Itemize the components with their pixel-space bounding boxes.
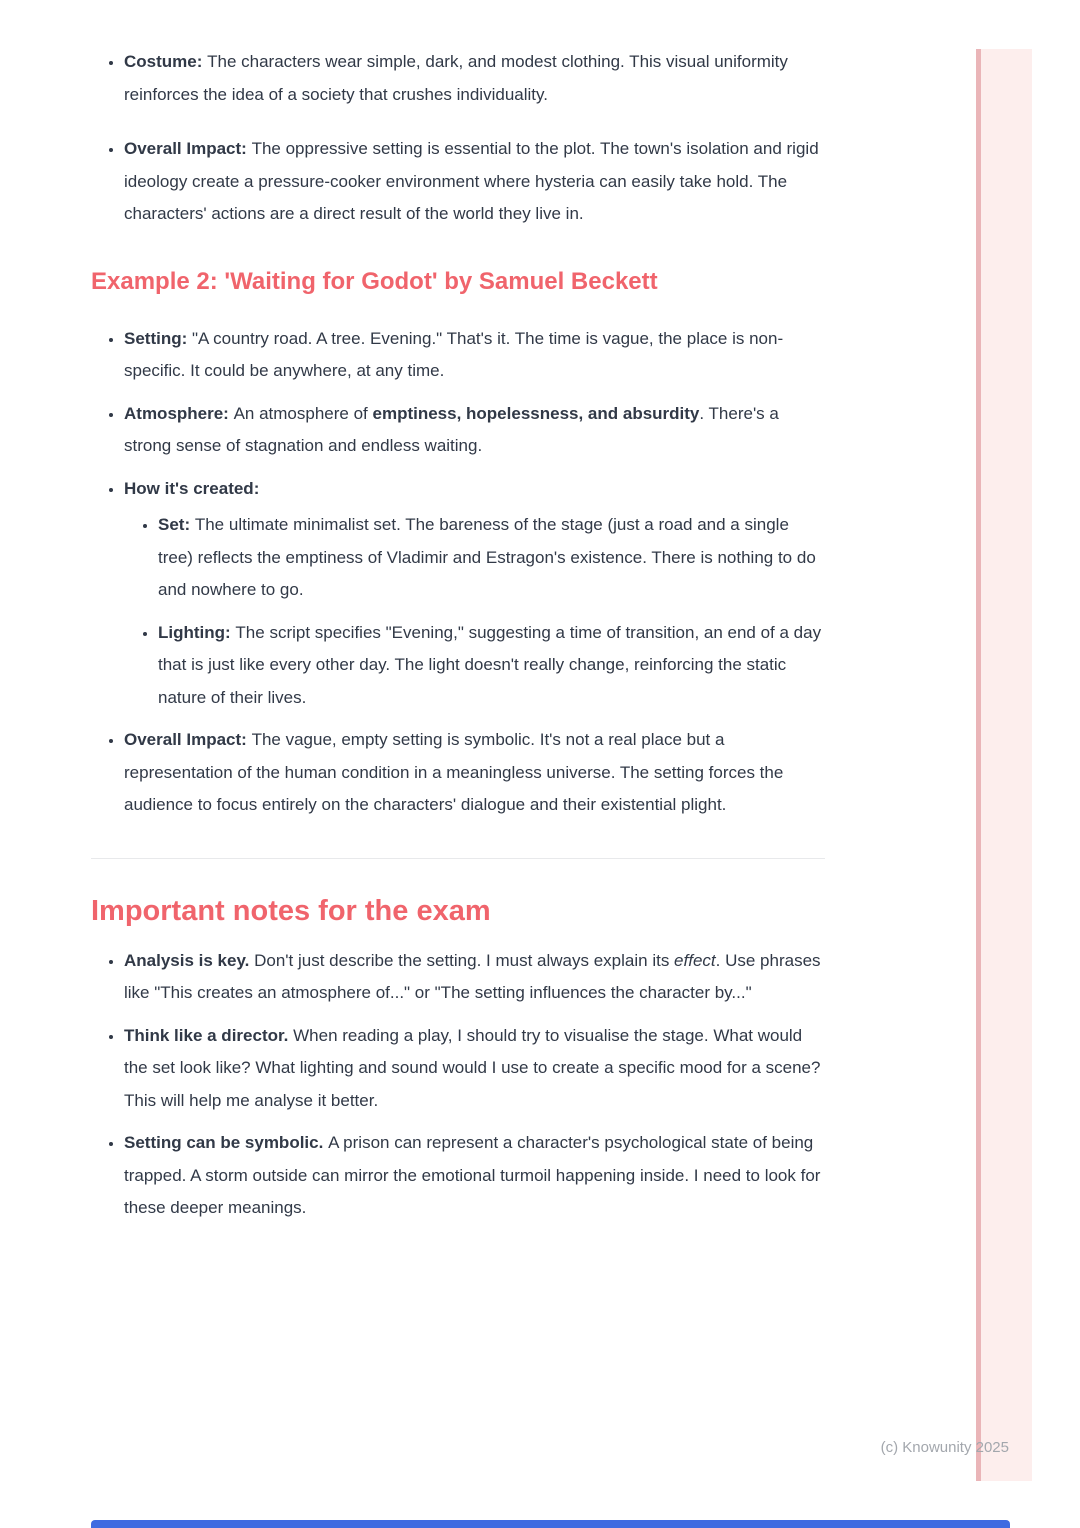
bold-text: Analysis is key. bbox=[124, 950, 255, 970]
bullet-list bbox=[91, 46, 825, 111]
italic-text: effect bbox=[674, 950, 716, 970]
section-heading: Important notes for the exam bbox=[91, 894, 491, 927]
bold-text: Atmosphere: bbox=[124, 403, 234, 423]
copyright-watermark: (c) Knowunity 2025 bbox=[880, 1439, 1009, 1456]
bullet-list bbox=[91, 945, 825, 1225]
bold-text: Think like a director. bbox=[124, 1025, 294, 1045]
section-divider bbox=[91, 858, 825, 859]
list-item: • Setting: "A country road. A tree. Evening." That's it. The time is vague, the place is non-specific. It could be anywhere, at any time. bbox=[124, 323, 825, 388]
bottom-page-bar bbox=[91, 1520, 1010, 1528]
list-item: • Lighting: The script specifies "Evening," suggesting a time of transition, an end of a day that is just like every other day. The light doesn't really change, reinforcing the static nature of their lives. bbox=[158, 617, 825, 715]
bullet-list bbox=[124, 509, 825, 714]
notes-content bbox=[91, 0, 825, 1247]
list-item: • Setting can be symbolic. A prison can represent a character's psychological state of being trapped. A storm outside can mirror the emotional turmoil happening inside. I need to look for these deeper meanings. bbox=[124, 1127, 825, 1225]
right-accent-bar bbox=[981, 49, 1032, 1481]
list-item: • Overall Impact: The oppressive setting is essential to the plot. The town's isolation and rigid ideology create a pressure-cooker environment where hysteria can easily take hold. The characters' actions are a direct result of the world they live in. bbox=[124, 133, 825, 231]
bold-text: emptiness, hopelessness, and absurdity bbox=[372, 403, 700, 423]
list-item bbox=[124, 473, 825, 715]
list-item: • Analysis is key. Don't just describe the setting. I must always explain its effect. Use phrases like "This creates an atmosphere of..." or "The setting influences the character by..." bbox=[124, 945, 825, 1010]
bold-text: Setting: bbox=[124, 328, 192, 348]
bold-text: Overall Impact: bbox=[124, 139, 252, 158]
bold-text: Costume: bbox=[124, 52, 208, 71]
bold-text: Set: bbox=[158, 515, 195, 534]
list-item: • Overall Impact: The vague, empty setting is symbolic. It's not a real place but a representation of the human condition in a meaningless universe. The setting forces the audience to focus entirely on the characters' dialogue and their existential plight. bbox=[124, 724, 825, 822]
bullet-list bbox=[91, 133, 825, 231]
bold-text: Lighting: bbox=[158, 622, 236, 642]
bold-text: How it's created: bbox=[124, 478, 260, 498]
list-item: • Set: The ultimate minimalist set. The bareness of the stage (just a road and a single tree) reflects the emptiness of Vladimir and Estragon's existence. There is nothing to do and nowhere to go. bbox=[158, 509, 825, 607]
bold-text: Setting can be symbolic. bbox=[124, 1133, 329, 1152]
bullet-list bbox=[91, 323, 825, 822]
right-accent-line bbox=[976, 49, 981, 1481]
list-item: • Atmosphere: An atmosphere of emptiness, hopelessness, and absurdity. There's a strong sense of stagnation and endless waiting. bbox=[124, 398, 825, 463]
list-item: • Costume: The characters wear simple, dark, and modest clothing. This visual uniformity reinforces the idea of a society that crushes individuality. bbox=[124, 46, 825, 111]
section-heading: Example 2: 'Waiting for Godot' by Samuel Beckett bbox=[91, 267, 658, 295]
bold-text: Overall Impact: bbox=[124, 730, 252, 749]
list-item: • Think like a director. When reading a play, I should try to visualise the stage. What would the set look like? What lighting and sound would I use to create a specific mood for a scene? This will help me analyse it better. bbox=[124, 1020, 825, 1118]
